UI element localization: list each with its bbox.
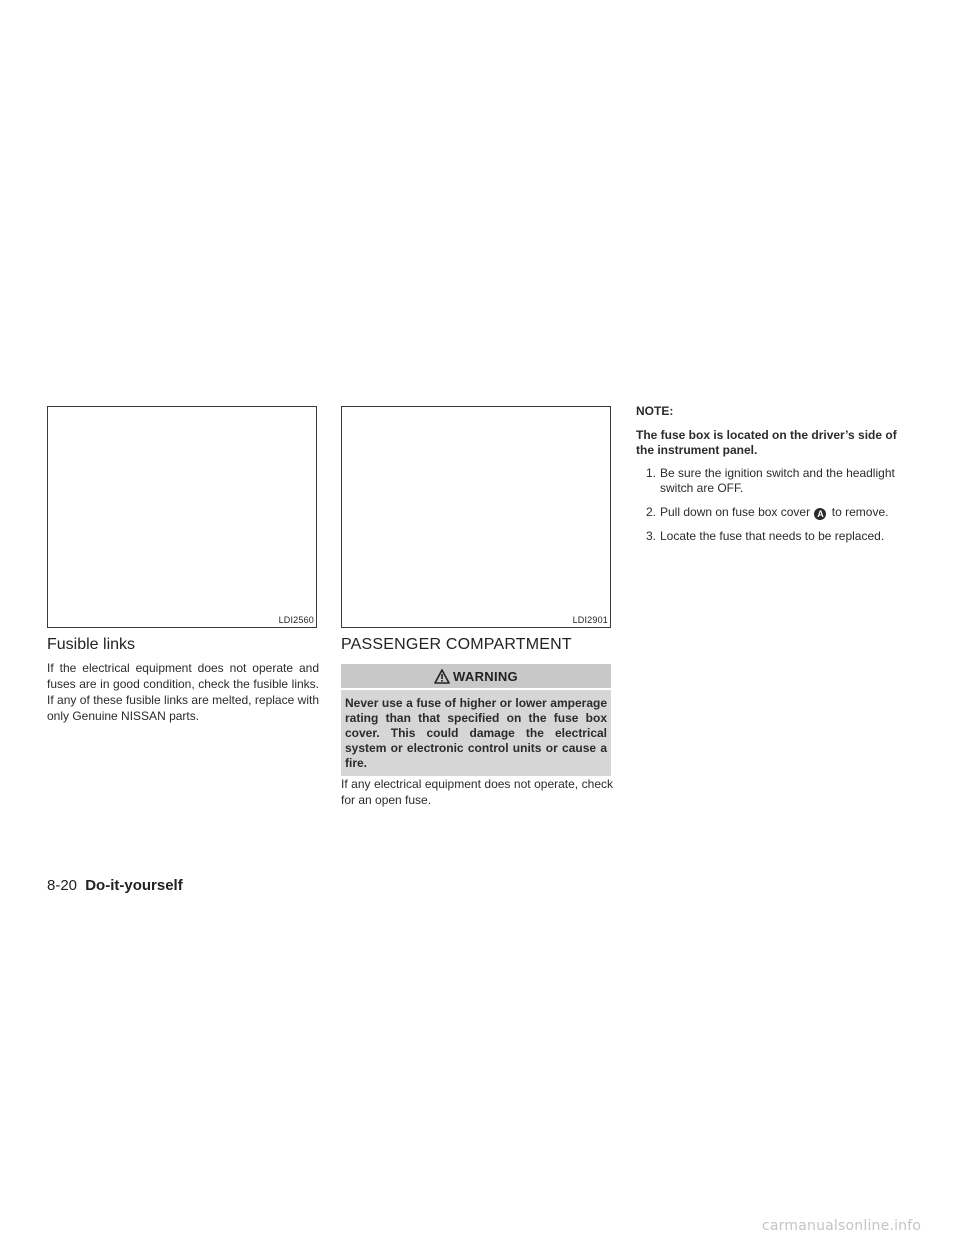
callout-a-icon: A xyxy=(814,508,826,520)
page-footer xyxy=(47,877,183,894)
fusible-links-text: If the electrical equipment does not operate and fuses are in good condition, check the fusible links. If any of these fusible links are melted, replace with only Genuine NISSAN parts. xyxy=(47,661,319,723)
step-number: 1. xyxy=(646,466,657,480)
passenger-compartment-heading: PASSENGER COMPARTMENT xyxy=(341,636,572,653)
step-number: 2. xyxy=(646,505,657,519)
step-text-before: Pull down on fuse box cover xyxy=(660,505,811,519)
step-item xyxy=(636,529,912,544)
open-fuse-text: If any electrical equipment does not operate, check for an open fuse. xyxy=(341,777,613,807)
note-text: The fuse box is located on the driver’s side of the instrument panel. xyxy=(636,428,897,457)
step-text: Be sure the ignition switch and the headlight switch are OFF. xyxy=(660,466,895,495)
warning-header xyxy=(341,664,611,690)
page-number: 8-20 xyxy=(47,877,78,894)
step-text-after: to remove. xyxy=(831,505,889,519)
steps-list xyxy=(636,466,912,553)
warning-text: Never use a fuse of higher or lower amperage rating than that specified on the fuse box cover. This could damage the electrical system or electronic control units or cause a fire. xyxy=(345,696,607,770)
step-item xyxy=(636,466,912,496)
step-text: Locate the fuse that needs to be replaced. xyxy=(660,529,885,543)
warning-box xyxy=(341,664,611,776)
note-label: NOTE: xyxy=(636,404,674,418)
step-item xyxy=(636,505,912,520)
watermark: carmanualsonline.info xyxy=(762,1218,922,1234)
figure-passenger-compartment xyxy=(341,406,611,628)
figure-id: LDI2901 xyxy=(572,615,608,625)
section-title: Do-it-yourself xyxy=(85,877,183,894)
warning-triangle-icon xyxy=(434,669,450,684)
warning-title: WARNING xyxy=(453,668,518,684)
step-number: 3. xyxy=(646,529,657,543)
figure-fusible-links xyxy=(47,406,317,628)
figure-id: LDI2560 xyxy=(278,615,314,625)
fusible-links-heading: Fusible links xyxy=(47,636,136,653)
